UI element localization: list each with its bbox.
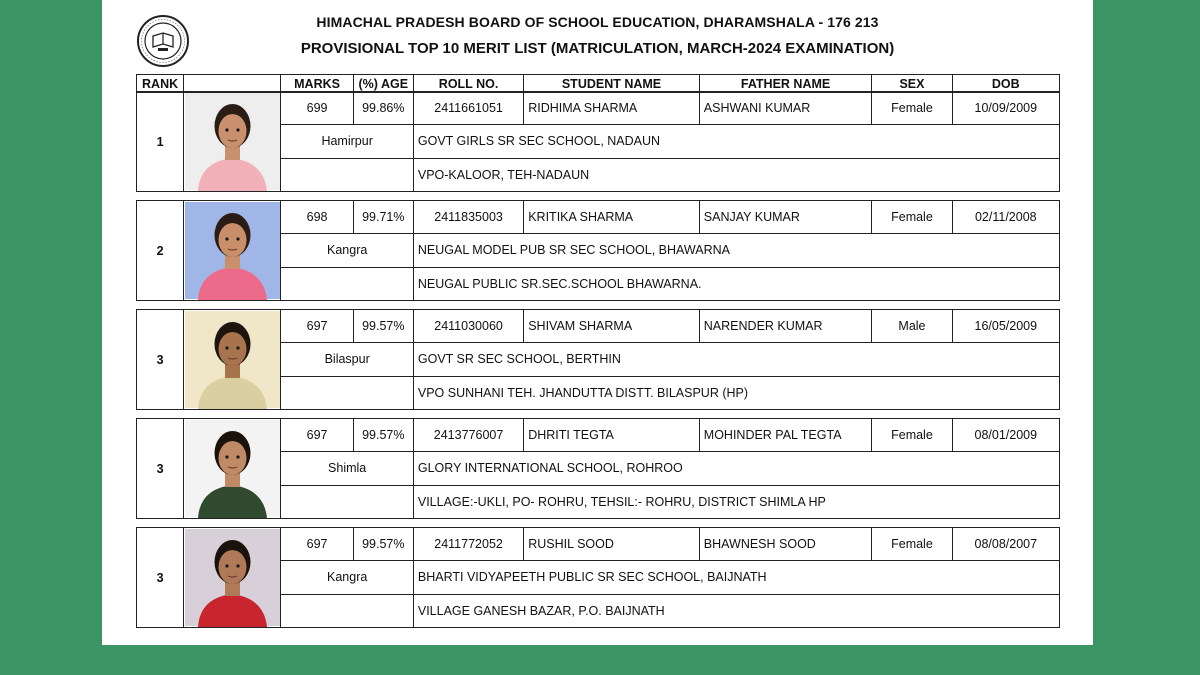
col-photo	[184, 75, 281, 93]
district-cell: Hamirpur	[281, 125, 413, 158]
rank-cell: 3	[137, 528, 184, 628]
col-dob: DOB	[952, 75, 1059, 93]
col-sex: SEX	[872, 75, 952, 93]
blank-cell	[281, 594, 413, 627]
dob-cell: 02/11/2008	[952, 201, 1059, 234]
student-photo	[184, 201, 281, 301]
father-name-cell: NARENDER KUMAR	[699, 310, 872, 343]
school-cell: GLORY INTERNATIONAL SCHOOL, ROHROO	[413, 452, 1059, 485]
school-cell: BHARTI VIDYAPEETH PUBLIC SR SEC SCHOOL, BAIJNATH	[413, 561, 1059, 594]
student-record	[136, 418, 1060, 519]
school-cell: NEUGAL MODEL PUB SR SEC SCHOOL, BHAWARNA	[413, 234, 1059, 267]
student-record	[136, 309, 1060, 410]
sex-cell: Female	[872, 92, 952, 125]
student-record	[136, 200, 1060, 301]
dob-cell: 16/05/2009	[952, 310, 1059, 343]
father-name-cell: MOHINDER PAL TEGTA	[699, 419, 872, 452]
board-title: HIMACHAL PRADESH BOARD OF SCHOOL EDUCATION, DHARAMSHALA - 176 213	[316, 14, 879, 30]
roll-no-cell: 2411772052	[413, 528, 523, 561]
address-cell: VILLAGE GANESH BAZAR, P.O. BAIJNATH	[413, 594, 1059, 627]
percentage-cell: 99.71%	[353, 201, 413, 234]
roll-no-cell: 2411661051	[413, 92, 523, 125]
student-record	[136, 91, 1060, 192]
percentage-cell: 99.57%	[353, 528, 413, 561]
sex-cell: Female	[872, 201, 952, 234]
percentage-cell: 99.57%	[353, 310, 413, 343]
dob-cell: 08/01/2009	[952, 419, 1059, 452]
district-cell: Bilaspur	[281, 343, 413, 376]
col-father-name: FATHER NAME	[699, 75, 872, 93]
address-cell: VILLAGE:-UKLI, PO- ROHRU, TEHSIL:- ROHRU, DISTRICT SHIMLA HP	[413, 485, 1059, 518]
rank-cell: 2	[137, 201, 184, 301]
dob-cell: 10/09/2009	[952, 92, 1059, 125]
col-roll-no: ROLL NO.	[413, 75, 523, 93]
address-cell: NEUGAL PUBLIC SR.SEC.SCHOOL BHAWARNA.	[413, 267, 1059, 300]
student-name-cell: DHRITI TEGTA	[524, 419, 700, 452]
father-name-cell: ASHWANI KUMAR	[699, 92, 872, 125]
father-name-cell: SANJAY KUMAR	[699, 201, 872, 234]
col-student-name: STUDENT NAME	[524, 75, 700, 93]
roll-no-cell: 2413776007	[413, 419, 523, 452]
col-rank: RANK	[137, 75, 184, 93]
district-cell: Shimla	[281, 452, 413, 485]
student-name-cell: KRITIKA SHARMA	[524, 201, 700, 234]
blank-cell	[281, 485, 413, 518]
col-percentage: (%) AGE	[353, 75, 413, 93]
sex-cell: Male	[872, 310, 952, 343]
list-title: PROVISIONAL TOP 10 MERIT LIST (MATRICULATION, MARCH-2024 EXAMINATION)	[300, 40, 895, 57]
rank-cell: 3	[137, 419, 184, 519]
rank-cell: 3	[137, 310, 184, 410]
percentage-cell: 99.57%	[353, 419, 413, 452]
student-photo	[184, 528, 281, 628]
rank-cell: 1	[137, 92, 184, 192]
student-photo	[184, 419, 281, 519]
student-photo	[184, 92, 281, 192]
col-marks: MARKS	[281, 75, 353, 93]
marks-cell: 698	[281, 201, 353, 234]
school-cell: GOVT SR SEC SCHOOL, BERTHIN	[413, 343, 1059, 376]
district-cell: Kangra	[281, 561, 413, 594]
dob-cell: 08/08/2007	[952, 528, 1059, 561]
district-cell: Kangra	[281, 234, 413, 267]
marks-cell: 697	[281, 419, 353, 452]
student-name-cell: SHIVAM SHARMA	[524, 310, 700, 343]
student-record	[136, 527, 1060, 628]
address-cell: VPO-KALOOR, TEH-NADAUN	[413, 158, 1059, 191]
roll-no-cell: 2411835003	[413, 201, 523, 234]
student-name-cell: RIDHIMA SHARMA	[524, 92, 700, 125]
merit-list-sheet	[102, 0, 1093, 645]
blank-cell	[281, 267, 413, 300]
father-name-cell: BHAWNESH SOOD	[699, 528, 872, 561]
blank-cell	[281, 158, 413, 191]
school-cell: GOVT GIRLS SR SEC SCHOOL, NADAUN	[413, 125, 1059, 158]
sex-cell: Female	[872, 419, 952, 452]
blank-cell	[281, 376, 413, 409]
student-photo	[184, 310, 281, 410]
address-cell: VPO SUNHANI TEH. JHANDUTTA DISTT. BILASPUR (HP)	[413, 376, 1059, 409]
marks-cell: 697	[281, 528, 353, 561]
marks-cell: 699	[281, 92, 353, 125]
percentage-cell: 99.86%	[353, 92, 413, 125]
marks-cell: 697	[281, 310, 353, 343]
student-name-cell: RUSHIL SOOD	[524, 528, 700, 561]
sex-cell: Female	[872, 528, 952, 561]
roll-no-cell: 2411030060	[413, 310, 523, 343]
